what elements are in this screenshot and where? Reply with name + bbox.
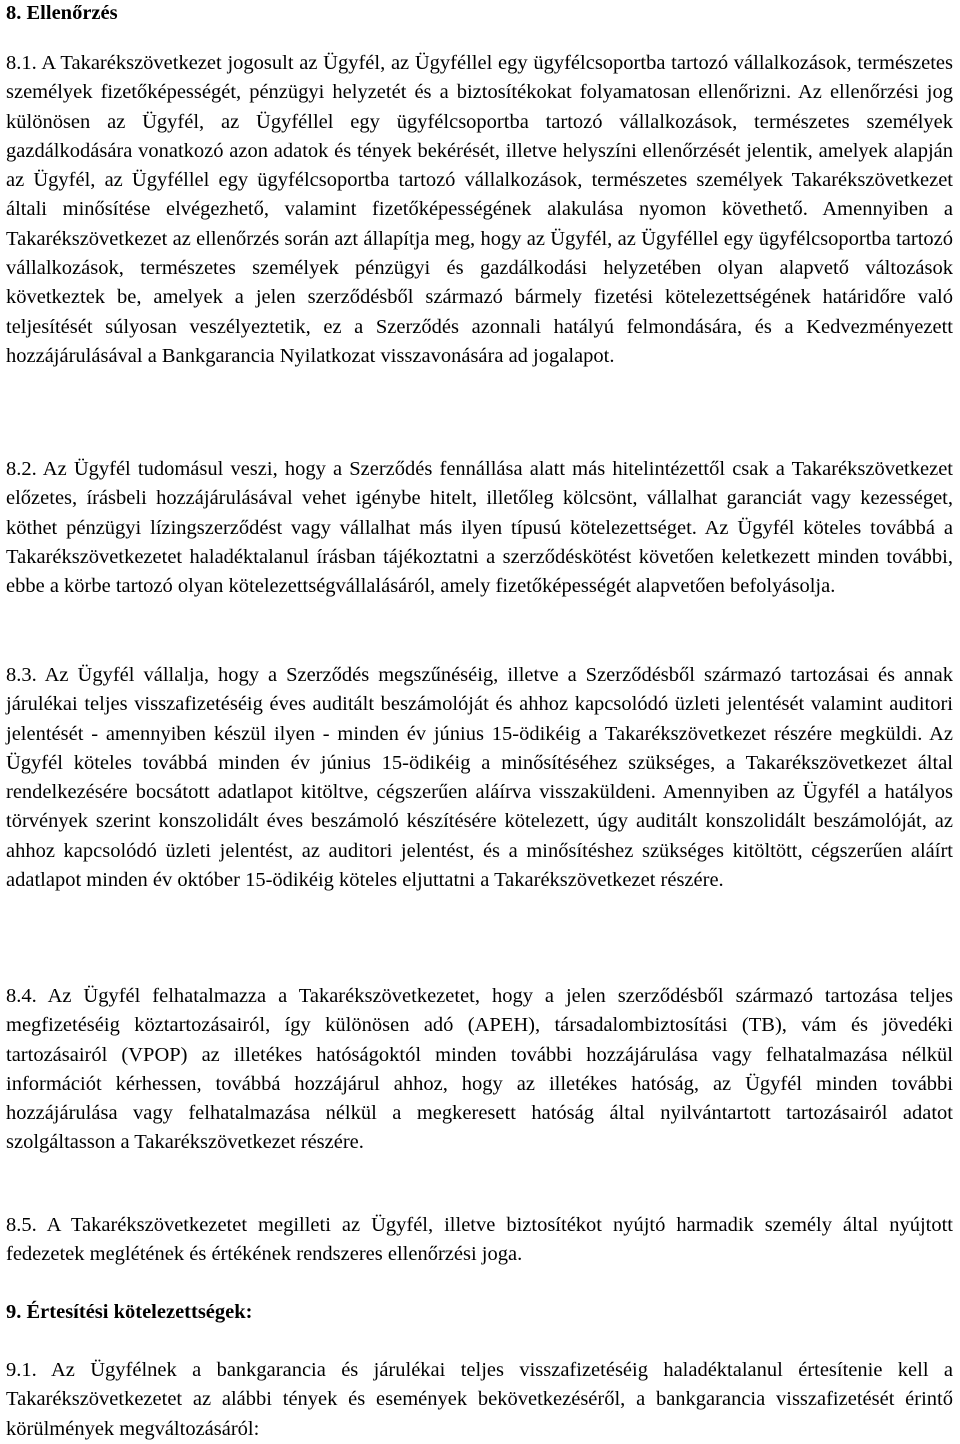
paragraph-8-1: 8.1. A Takarékszövetkezet jogosult az Ügyfél, az Ügyféllel egy ügyfélcsoportba tartozó vállalkozások, természetes személyek fizetőképességét, pénzügyi helyzetét és a biztosítékokat folyamatosan ellenőrizni. Az ellenőrzési jog különösen az Ügyfél, az Ügyféllel egy ügyfélcsoportba tartozó vállalkozások, természetes személyek gazdálkodására vonatkozó azon adatok és tények bekérését, illetve helyszíni ellenőrzését jelentik, amelyek alapján az Ügyfél, az Ügyféllel egy ügyfélcsoportba tartozó vállalkozások, természetes személyek Takarékszövetkezet általi minősítése elvégezhető, valamint fizetőképességének alakulása nyomon követhető. Amennyiben a Takarékszövetkezet az ellenőrzés során azt állapítja meg, hogy az Ügyfél, az Ügyféllel egy ügyfélcsoportba tartozó vállalkozások, természetes személyek pénzügyi és gazdálkodási helyzetében olyan alapvető változások következtek be, amelyek a jelen szerződésből származó bármely fizetési kötelezettségének határidőre való teljesítését súlyosan veszélyeztetik, ez a Szerződés azonnali hatályú felmondására, és a Kedvezményezett hozzájárulásával a Bankgarancia Nyilatkozat visszavonására ad jogalapot. <box>6 52 953 367</box>
paragraph-8-3: 8.3. Az Ügyfél vállalja, hogy a Szerződés megszűnéséig, illetve a Szerződésből származó tartozásai és annak járulékai teljes visszafizetéséig éves auditált beszámolóját és ahhoz kapcsolódó üzleti jelentését valamint auditori jelentését - amennyiben készül ilyen - minden év június 15-ödikéig a Takarékszövetkezet részére megküldi. Az Ügyfél köteles továbbá minden év június 15-ödikéig a minősítéséhez szükséges, a Takarékszövetkezet által rendelkezésére bocsátott adatlapot kitöltve, cégszerűen aláírva visszaküldeni. Amennyiben az Ügyfél a hatályos törvények szerint konszolidált éves beszámoló készítésére kötelezett, úgy auditált konszolidált beszámolóját, az ahhoz kapcsolódó üzleti jelentést, az auditori jelentést, és a minősítéshez szükséges kitöltött, cégszerűen aláírt adatlapot minden év október 15-ödikéig köteles eljuttatni a Takarékszövetkezet részére. <box>6 664 953 892</box>
section-9-heading: 9. Értesítési kötelezettségek: <box>6 1301 253 1323</box>
paragraph-8-2: 8.2. Az Ügyfél tudomásul veszi, hogy a Szerződés fennállása alatt más hitelintézettől csak a Takarékszövetkezet előzetes, írásbeli hozzájárulásával vehet igénybe hitelt, illetőleg kölcsönt, vállalhat garanciát vagy kezességet, köthet pénzügyi lízingszerződést vagy vállalhat más ilyen típusú kötelezettséget. Az Ügyfél köteles továbbá a Takarékszövetkezetet haladéktalanul írásban tájékoztatni a szerződéskötést követően keletkezett minden további, ebbe a körbe tartozó olyan kötelezettségvállalásáról, amely fizetőképességét alapvetően befolyásolja. <box>6 458 953 598</box>
paragraph-8-4: 8.4. Az Ügyfél felhatalmazza a Takarékszövetkezetet, hogy a jelen szerződésből származó tartozása teljes megfizetéséig köztartozásairól, így különösen adó (APEH), társadalombiztosítási (TB), vám és jövedéki tartozásairól (VPOP) az illetékes hatóságoktól minden további hozzájárulása vagy felhatalmazása nélkül információt kérhessen, továbbá hozzájárul ahhoz, hogy az illetékes hatóság, az Ügyfél minden további hozzájárulása vagy felhatalmazása nélkül a megkeresett hatóság által nyilvántartott tartozásairól adatot szolgáltasson a Takarékszövetkezet részére. <box>6 985 953 1154</box>
paragraph-8-5: 8.5. A Takarékszövetkezetet megilleti az Ügyfél, illetve biztosítékot nyújtó harmadik személy által nyújtott fedezetek meglétének és értékének rendszeres ellenőrzési joga. <box>6 1214 953 1266</box>
section-8-heading: 8. Ellenőrzés <box>6 2 118 24</box>
paragraph-9-1: 9.1. Az Ügyfélnek a bankgarancia és járulékai teljes visszafizetéséig haladéktalanul értesítenie kell a Takarékszövetkezetet az alábbi tények és események bekövetkezéséről, a bankgarancia visszafizetését érintő körülmények megváltozásáról: <box>6 1359 953 1440</box>
